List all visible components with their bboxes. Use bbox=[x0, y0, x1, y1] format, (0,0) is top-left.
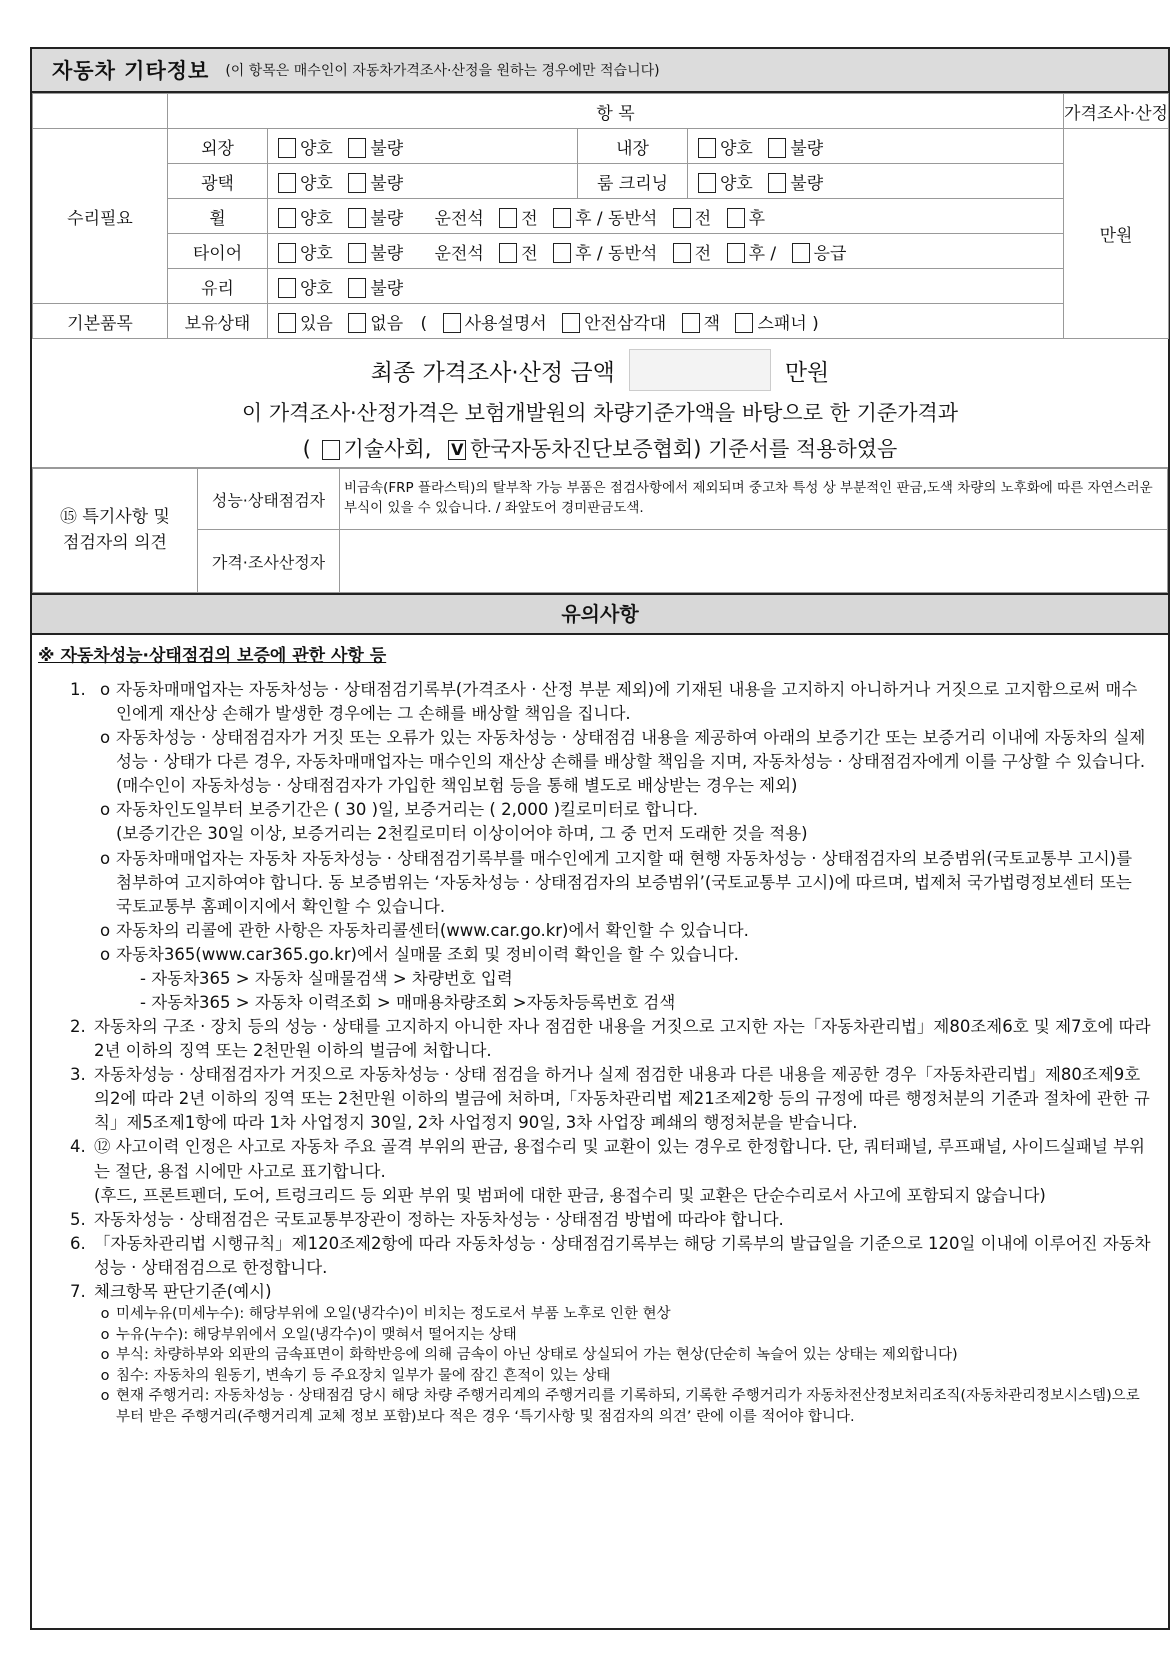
note-7e: o 현재 주행거리: 자동차성능 · 상태점검 당시 해당 차량 주행거리계의 주행거리를 기록하되, 기록한 주행거리가 자동차전산정보처리조직(자동차관리정보시스템)으로부터 받은 주행거리(주행거리계 교체 정보 포함)보다 적은 경우 ‘특기사항 및 점검자의 의견’ 란에 이를 적어야 합니다. bbox=[100, 1388, 1140, 1425]
note-1a: 1. o 자동차매매업자는 자동차성능 · 상태점검기록부(가격조사 · 산정 부분 제외)에 기재된 내용을 고지하지 아니하거나 거짓으로 고지함으로써 매수인에게 재산상 손해가 발생한 경우에는 그 손해를 배상할 책임을 집니다. bbox=[70, 680, 1138, 724]
col-item-header: 항 목 bbox=[168, 94, 1064, 129]
gloss-good-checkbox[interactable] bbox=[278, 173, 296, 193]
spanner-checkbox[interactable] bbox=[735, 313, 753, 333]
row-gloss-label: 광택 bbox=[168, 164, 268, 199]
row-wheel-label: 휠 bbox=[168, 199, 268, 234]
final-price-label: 최종 가격조사·산정 금액 bbox=[370, 359, 615, 386]
document-page bbox=[30, 47, 1170, 1630]
inspector-opinion: 비금속(FRP 플라스틱)의 탈부착 가능 부품은 점검사항에서 제외되며 중고차 특성 상 부분적인 판금,도색 차량의 노후화에 따른 자연스러운 부식이 있을 수 있습니다. / 좌앞도어 경미판금도색. bbox=[340, 469, 1168, 530]
note-1b: o 자동차성능 · 상태점검자가 거짓 또는 오류가 있는 자동차성능 · 상태점검 내용을 제공하여 아래의 보증기간 또는 보증거리 이내에 자동차의 실제 성능 · 상태가 다른 경우, 자동차매매업자는 매수인의 재산상 손해를 배상할 책임을 지며, 자동차성능 · 상태점검자에게 이를 구상할 수 있습니다.(매수인이 자동차성능 · 상태점검자가 가입한 책임보험 등을 통해 별도로 배상받는 경우는 제외) bbox=[99, 728, 1146, 796]
note-4: 4. ⑫ 사고이력 인정은 사고로 자동차 주요 골격 부위의 판금, 용접수리 및 교환이 있는 경우로 한정합니다. 단, 쿼터패널, 루프패널, 사이드실패널 부위는 절단, 용접 시에만 사고로 표기합니다. (후드, 프론트펜더, 도어, 트렁크리드 등 외판 부위 및 범퍼에 대한 판금, 용접수리 및 교환은 단순수리로서 사고에 포함되지 않습니다) bbox=[70, 1137, 1145, 1205]
row-glass-label: 유리 bbox=[168, 269, 268, 304]
row-room-cleaning-label: 룸 크리닝 bbox=[578, 164, 688, 199]
exterior-bad-checkbox[interactable] bbox=[348, 138, 366, 158]
manual-checkbox[interactable] bbox=[443, 313, 461, 333]
gloss-bad-checkbox[interactable] bbox=[348, 173, 366, 193]
wheel-driver-rear-checkbox[interactable] bbox=[553, 208, 571, 228]
room-cleaning-good-checkbox[interactable] bbox=[698, 173, 716, 193]
final-sentence-2: ( 기술사회, V 한국자동차진단보증협회) 기준서를 적용하였음 bbox=[32, 433, 1168, 463]
notes-header: 유의사항 bbox=[32, 593, 1168, 635]
glass-bad-checkbox[interactable] bbox=[348, 278, 366, 298]
note-1f-path-2: - 자동차365 > 자동차 이력조회 > 매매용차량조회 >자동차등록번호 검색 bbox=[140, 993, 676, 1013]
note-7: 7. 체크항목 판단기준(예시) bbox=[70, 1281, 272, 1301]
tire-driver-front-checkbox[interactable] bbox=[499, 243, 517, 263]
exterior-options: 양호 불량 bbox=[268, 129, 578, 164]
room-cleaning-bad-checkbox[interactable] bbox=[768, 173, 786, 193]
notes-subhead: ※ 자동차성능·상태점검의 보증에 관한 사항 등 bbox=[38, 646, 387, 666]
note-7b: o 누유(누수): 해당부위에서 오일(냉각수)이 맺혀서 떨어지는 상태 bbox=[100, 1326, 517, 1343]
inspector-label: 성능·상태점검자 bbox=[198, 469, 340, 530]
wheel-passenger-rear-checkbox[interactable] bbox=[727, 208, 745, 228]
appraiser-opinion bbox=[340, 530, 1168, 593]
section-header bbox=[32, 49, 1168, 93]
row-exterior-label: 외장 bbox=[168, 129, 268, 164]
basic-items-label: 기본품목 bbox=[33, 304, 168, 339]
jack-checkbox[interactable] bbox=[682, 313, 700, 333]
other-info-table: 항 목 가격조사·산정 수리필요 외장 양호 불량 내장 양호 불량 만원 광택 양호 불량 룸 크리닝 양호 불량 휠 양호 불량 운전석 전 후 / 동반석 전 후 타이어 양호 불량 운전석 전 후 / 동반석 전 후 / 응급 유리 양호 불량 기본품목 보유상태 있음 없음 ( 사용설명서 안전삼각대 잭 스패너 ) bbox=[32, 93, 1169, 339]
price-unit-cell: 만원 bbox=[1064, 129, 1169, 339]
note-1f-path-1: - 자동차365 > 자동차 실매물검색 > 차량번호 입력 bbox=[140, 968, 513, 988]
tire-bad-checkbox[interactable] bbox=[348, 243, 366, 263]
final-price-unit: 만원 bbox=[784, 359, 830, 386]
special-notes-label: ⑮ 특기사항 및 점검자의 의견 bbox=[33, 469, 198, 593]
possession-has-checkbox[interactable] bbox=[278, 313, 296, 333]
possession-label: 보유상태 bbox=[168, 304, 268, 339]
repair-needed-label: 수리필요 bbox=[33, 129, 168, 304]
note-7d: o 침수: 자동차의 원동기, 변속기 등 주요장치 일부가 물에 잠긴 흔적이 있는 상태 bbox=[100, 1367, 611, 1384]
section-subtitle: (이 항목은 매수인이 자동차가격조사·산정을 원하는 경우에만 적습니다) bbox=[225, 63, 660, 79]
interior-options: 양호 불량 bbox=[688, 129, 1064, 164]
notes-body bbox=[32, 666, 1168, 1428]
possession-none-checkbox[interactable] bbox=[348, 313, 366, 333]
note-1c: o 자동차인도일부터 보증기간은 ( 30 )일, 보증거리는 ( 2,000 )킬로미터로 합니다. (보증기간은 30일 이상, 보증거리는 2천킬로미터 이상이어야 하며, 그 중 먼저 도래한 것을 적용) bbox=[99, 800, 808, 844]
note-5: 5. 자동차성능 · 상태점검은 국토교통부장관이 정하는 자동차성능 · 상태점검 방법에 따라야 합니다. bbox=[70, 1209, 784, 1229]
tire-good-checkbox[interactable] bbox=[278, 243, 296, 263]
note-6: 6. 「자동차관리법 시행규칙」제120조제2항에 따라 자동차성능 · 상태점검기록부는 해당 기록부의 발급일을 기준으로 120일 이내에 이루어진 자동차 성능 · 상태점검으로 한정합니다. bbox=[70, 1233, 1151, 1277]
tech-society-checkbox[interactable] bbox=[322, 440, 340, 460]
interior-good-checkbox[interactable] bbox=[698, 138, 716, 158]
note-2: 2. 자동차의 구조 · 장치 등의 성능 · 상태를 고지하지 아니한 자나 점검한 내용을 거짓으로 고지한 자는「자동차관리법」제80조제6호 및 제7호에 따라 2년 이하의 징역 또는 2천만원 이하의 벌금에 처합니다. bbox=[70, 1017, 1151, 1061]
note-1d: o 자동차매매업자는 자동차 자동차성능 · 상태점검기록부를 매수인에게 고지할 때 현행 자동차성능 · 상태점검자의 보증범위(국토교통부 고시)를 첨부하여 고지하여야 합니다. 동 보증범위는 ‘자동차성능 · 상태점검자의 보증범위’(국토교통부 고시)에 따르며, 법제처 국가법령정보센터 또는 국토교통부 홈페이지에서 확인할 수 있습니다. bbox=[99, 848, 1133, 916]
note-7c: o 부식: 차량하부와 외판의 금속표면이 화학반응에 의해 금속이 아닌 상태로 상실되어 가는 현상(단순히 녹슬어 있는 상태는 제외합니다) bbox=[100, 1347, 958, 1364]
final-price-input[interactable] bbox=[629, 349, 771, 391]
row-tire-label: 타이어 bbox=[168, 234, 268, 269]
note-3: 3. 자동차성능 · 상태점검자가 거짓으로 자동차성능 · 상태 점검을 하거나 실제 점검한 내용과 다른 내용을 제공한 경우「자동차관리법」제80조제9호의2에 따라 2년 이하의 징역 또는 2천만원 이하의 벌금에 처하며,「자동차관리법 제21조제2항 등의 규정에 따른 행정처분의 기준과 절차에 관한 규칙」제5조제1항에 따라 1차 사업정지 30일, 2차 사업정지 90일, 3차 사업장 폐쇄의 행정처분을 받습니다. bbox=[70, 1065, 1150, 1133]
row-interior-label: 내장 bbox=[578, 129, 688, 164]
wheel-passenger-front-checkbox[interactable] bbox=[673, 208, 691, 228]
section-title: 자동차 기타정보 bbox=[52, 59, 210, 83]
tire-passenger-front-checkbox[interactable] bbox=[673, 243, 691, 263]
col-price-header: 가격조사·산정 bbox=[1064, 94, 1169, 129]
wheel-bad-checkbox[interactable] bbox=[348, 208, 366, 228]
final-price-block bbox=[32, 339, 1168, 468]
glass-good-checkbox[interactable] bbox=[278, 278, 296, 298]
triangle-checkbox[interactable] bbox=[562, 313, 580, 333]
tire-driver-rear-checkbox[interactable] bbox=[553, 243, 571, 263]
special-notes-table bbox=[32, 468, 1168, 593]
wheel-good-checkbox[interactable] bbox=[278, 208, 296, 228]
note-7a: o 미세누유(미세누수): 해당부위에 오일(냉각수)이 비치는 정도로서 부품 노후로 인한 현상 bbox=[100, 1306, 671, 1323]
wheel-driver-front-checkbox[interactable] bbox=[499, 208, 517, 228]
note-1f: o 자동차365(www.car365.go.kr)에서 실매물 조회 및 정비이력 확인을 할 수 있습니다. bbox=[99, 944, 739, 964]
tire-emergency-checkbox[interactable] bbox=[792, 243, 810, 263]
kaa-checkbox[interactable] bbox=[448, 440, 466, 460]
interior-bad-checkbox[interactable] bbox=[768, 138, 786, 158]
appraiser-label: 가격·조사산정자 bbox=[198, 530, 340, 593]
final-sentence-1: 이 가격조사·산정가격은 보험개발원의 차량기준가액을 바탕으로 한 기준가격과 bbox=[241, 401, 959, 425]
tire-passenger-rear-checkbox[interactable] bbox=[727, 243, 745, 263]
note-1e: o 자동차의 리콜에 관한 사항은 자동차리콜센터(www.car.go.kr)에서 확인할 수 있습니다. bbox=[99, 920, 749, 940]
exterior-good-checkbox[interactable] bbox=[278, 138, 296, 158]
